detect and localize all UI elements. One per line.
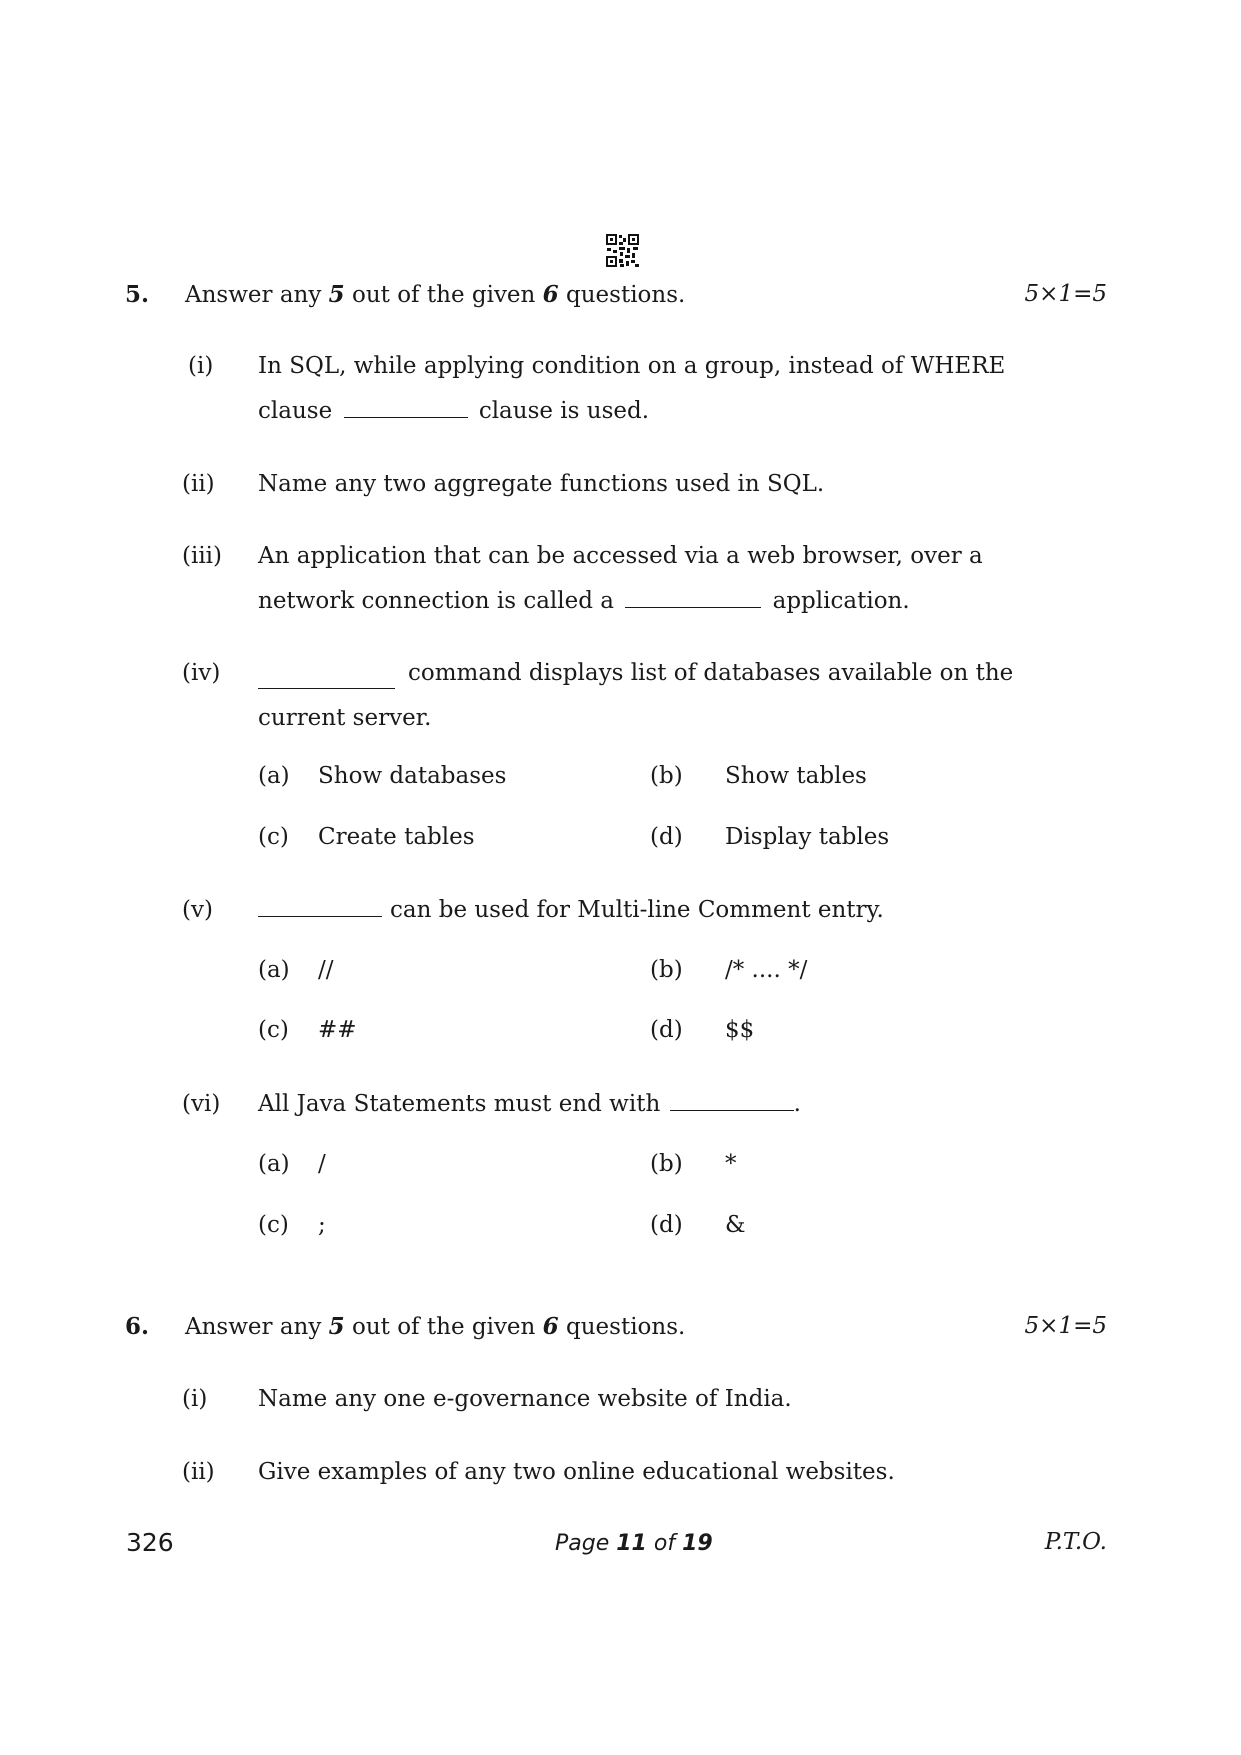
subquestion-label: (vi) <box>182 1091 221 1117</box>
fill-in-blank <box>670 1082 794 1111</box>
text-fragment: All Java Statements must end with <box>258 1091 661 1117</box>
subquestion-label: (v) <box>182 897 213 923</box>
option-text: ; <box>318 1212 326 1238</box>
total-pages: 19 <box>682 1531 713 1556</box>
instruction-text: out of the given <box>344 282 543 308</box>
instruction-text: out of the given <box>344 1314 543 1340</box>
subquestion-text-line2 <box>258 389 649 434</box>
option-text: Display tables <box>725 824 890 850</box>
instruction-text: questions. <box>558 282 686 308</box>
option-label: (d) <box>650 1212 683 1238</box>
instruction-text: Answer any <box>185 1314 329 1340</box>
option-text: / <box>318 1151 326 1177</box>
option-text: // <box>318 957 334 983</box>
option-text: * <box>725 1151 737 1177</box>
marks-allocation: 5×1=5 <box>1024 281 1107 307</box>
question-instruction <box>185 1304 685 1350</box>
subquestion-text: In SQL, while applying condition on a group, instead of WHERE <box>258 353 1006 379</box>
option-text: Show databases <box>318 763 507 789</box>
page-number-text: Page <box>555 1531 617 1556</box>
page-number-text: of <box>646 1531 683 1556</box>
subquestion-text-line2 <box>258 579 910 624</box>
subquestion-label: (i) <box>182 1386 208 1412</box>
qr-code-icon <box>605 233 640 268</box>
instruction-text: questions. <box>558 1314 686 1340</box>
page-number <box>555 1526 713 1562</box>
fill-in-blank <box>258 888 382 917</box>
option-label: (a) <box>258 1151 290 1177</box>
fill-in-blank <box>258 660 395 689</box>
instruction-count: 5 <box>328 281 345 308</box>
text-fragment: . <box>793 1091 801 1117</box>
marks-allocation: 5×1=5 <box>1024 1313 1107 1339</box>
option-text: ## <box>318 1017 357 1043</box>
text-fragment: can be used for Multi-line Comment entry. <box>390 897 884 923</box>
fill-in-blank <box>625 579 761 608</box>
instruction-text: Answer any <box>185 282 329 308</box>
subquestion-text <box>258 1082 801 1127</box>
text-fragment: clause is used. <box>478 398 650 424</box>
text-fragment: network connection is called a <box>258 588 614 614</box>
subquestion-label: (iv) <box>182 660 221 686</box>
option-label: (a) <box>258 957 290 983</box>
subquestion-label: (iii) <box>182 543 223 569</box>
option-text: Show tables <box>725 763 867 789</box>
instruction-count: 5 <box>328 1313 345 1340</box>
subquestion-text <box>258 888 884 933</box>
option-text: Create tables <box>318 824 475 850</box>
instruction-total: 6 <box>542 1313 559 1340</box>
subquestion-text: command displays list of databases available on the <box>408 660 1014 686</box>
option-label: (a) <box>258 763 290 789</box>
text-fragment: clause <box>258 398 333 424</box>
question-number: 5. <box>125 281 150 308</box>
subquestion-text-line2: current server. <box>258 705 432 731</box>
subquestion-label: (i) <box>188 353 214 379</box>
option-label: (b) <box>650 957 683 983</box>
fill-in-blank <box>344 389 468 418</box>
instruction-total: 6 <box>542 281 559 308</box>
option-text: /* .... */ <box>725 957 808 983</box>
subquestion-text: Name any two aggregate functions used in SQL. <box>258 471 825 497</box>
option-text: $$ <box>725 1017 755 1043</box>
text-fragment: application. <box>772 588 910 614</box>
option-label: (c) <box>258 1212 289 1238</box>
subquestion-label: (ii) <box>182 471 215 497</box>
option-label: (c) <box>258 1017 289 1043</box>
paper-code: 326 <box>126 1528 174 1557</box>
subquestion-text: Name any one e-governance website of India. <box>258 1386 792 1412</box>
option-label: (d) <box>650 824 683 850</box>
current-page: 11 <box>616 1531 647 1556</box>
subquestion-text: Give examples of any two online educational websites. <box>258 1459 895 1485</box>
option-text: & <box>725 1212 746 1238</box>
question-number: 6. <box>125 1313 150 1340</box>
please-turn-over: P.T.O. <box>1044 1529 1107 1555</box>
option-label: (b) <box>650 763 683 789</box>
option-label: (d) <box>650 1017 683 1043</box>
option-label: (c) <box>258 824 289 850</box>
subquestion-text: An application that can be accessed via a web browser, over a <box>258 543 983 569</box>
option-label: (b) <box>650 1151 683 1177</box>
subquestion-label: (ii) <box>182 1459 215 1485</box>
question-instruction <box>185 272 685 318</box>
